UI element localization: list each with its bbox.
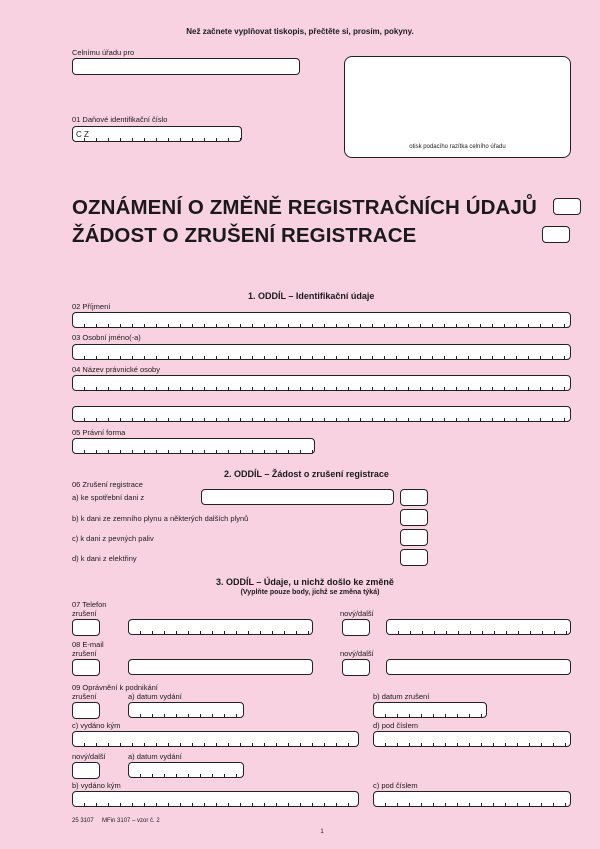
- instruction-text: Než začnete vyplňovat tiskopis, přečtěte si, prosím, pokyny.: [186, 27, 414, 36]
- company-name-field-1[interactable]: [72, 375, 571, 391]
- company-name-label: 04 Název právnické osoby: [72, 365, 160, 374]
- license-issue-date-field[interactable]: [128, 702, 244, 718]
- option-a-checkbox[interactable]: [400, 489, 428, 506]
- office-field[interactable]: [72, 58, 300, 75]
- email-new-field[interactable]: [386, 659, 571, 675]
- title-2-checkbox[interactable]: [542, 226, 570, 243]
- stamp-area: [344, 56, 571, 158]
- license-cancel-date-label: b) datum zrušení: [373, 692, 430, 701]
- surname-label: 02 Příjmení: [72, 302, 111, 311]
- license-new-ref-number-label: c) pod číslem: [373, 781, 418, 790]
- registration-cancel-label: 06 Zrušení registrace: [72, 480, 143, 489]
- option-b-label: b) k dani ze zemního plynu a některých dalších plynů: [72, 514, 249, 523]
- license-issued-by-field[interactable]: [72, 731, 359, 747]
- license-cancel-checkbox[interactable]: [72, 702, 100, 719]
- section-1-heading: 1. ODDÍL – Identifikační údaje: [248, 291, 375, 301]
- phone-label: 07 Telefon: [72, 600, 107, 609]
- license-new-issued-by-label: b) vydáno kým: [72, 781, 121, 790]
- legal-form-label: 05 Právní forma: [72, 428, 126, 437]
- page-number: 1: [320, 829, 324, 835]
- option-d-checkbox[interactable]: [400, 549, 428, 566]
- tax-id-prefix: C Z: [76, 130, 89, 139]
- option-c-label: c) k dani z pevných paliv: [72, 534, 154, 543]
- given-names-field[interactable]: [72, 344, 571, 360]
- stamp-label: otisk podacího razítka celního úřadu: [409, 144, 506, 150]
- tax-id-field[interactable]: [72, 126, 242, 142]
- phone-new-checkbox[interactable]: [342, 619, 370, 636]
- phone-cancel-label: zrušení: [72, 609, 97, 618]
- given-names-label: 03 Osobní jméno(-a): [72, 333, 141, 342]
- license-label: 09 Oprávnění k podnikání: [72, 683, 158, 692]
- license-new-checkbox[interactable]: [72, 762, 100, 779]
- phone-old-field[interactable]: [128, 619, 313, 635]
- phone-cancel-checkbox[interactable]: [72, 619, 100, 636]
- license-cancel-label: zrušení: [72, 692, 97, 701]
- option-b-checkbox[interactable]: [400, 509, 428, 526]
- email-new-label: nový/další: [340, 649, 374, 658]
- email-cancel-label: zrušení: [72, 649, 97, 658]
- email-new-checkbox[interactable]: [342, 659, 370, 676]
- phone-new-label: nový/další: [340, 609, 374, 618]
- option-d-label: d) k dani z elektřiny: [72, 554, 137, 563]
- company-name-field-2[interactable]: [72, 406, 571, 422]
- title-line-1: OZNÁMENÍ O ZMĚNĚ REGISTRAČNÍCH ÚDAJŮ: [72, 196, 537, 219]
- license-ref-number-field[interactable]: [373, 731, 571, 747]
- section-3-heading: 3. ODDÍL – Údaje, u nichž došlo ke změně: [216, 577, 394, 587]
- form-code: 25 3107 MFin 3107 – vzor č. 2: [72, 818, 160, 824]
- license-ref-number-label: d) pod číslem: [373, 721, 419, 730]
- tax-id-label: 01 Daňové identifikační číslo: [72, 115, 168, 124]
- license-cancel-date-field[interactable]: [373, 702, 487, 718]
- email-cancel-checkbox[interactable]: [72, 659, 100, 676]
- license-new-issued-by-field[interactable]: [72, 791, 359, 807]
- email-old-field[interactable]: [128, 659, 313, 675]
- option-a-field[interactable]: [201, 489, 394, 505]
- office-label: Celnímu úřadu pro: [72, 48, 135, 57]
- license-new-label: nový/další: [72, 752, 106, 761]
- license-new-ref-number-field[interactable]: [373, 791, 571, 807]
- legal-form-field[interactable]: [72, 438, 315, 454]
- license-new-issue-date-field[interactable]: [128, 762, 244, 778]
- option-c-checkbox[interactable]: [400, 529, 428, 546]
- phone-new-field[interactable]: [386, 619, 571, 635]
- title-line-2: ŽÁDOST O ZRUŠENÍ REGISTRACE: [72, 224, 417, 247]
- email-label: 08 E-mail: [72, 640, 104, 649]
- section-2-heading: 2. ODDÍL – Žádost o zrušení registrace: [224, 469, 389, 479]
- license-issued-by-label: c) vydáno kým: [72, 721, 121, 730]
- license-new-issue-date-label: a) datum vydání: [128, 752, 182, 761]
- surname-field[interactable]: [72, 312, 571, 328]
- option-a-label: a) ke spotřební dani z: [72, 493, 145, 502]
- title-1-checkbox[interactable]: [553, 198, 581, 215]
- license-issue-date-label: a) datum vydání: [128, 692, 182, 701]
- section-3-subheading: (Vyplňte pouze body, jichž se změna týká): [240, 589, 380, 596]
